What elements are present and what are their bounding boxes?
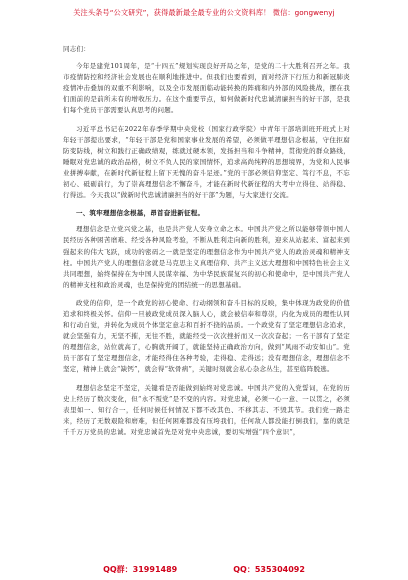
section-paragraph-1: 理想信念是立党兴党之基，也是共产党人安身立命之本。中国共产党之所以能够带领中国人民经历各种困苦磨难、经受各种风险考验，不断从胜利走向新的胜利，迎来从站起来、富起来到强起来的伟大飞跃，成功的密码之一就是坚定的理想信念作为中国共产党人的政治灵魂和精神支柱。中国共产党人的理想信念就是马克思主义真理信仰、共产主义远大理想和中国特色社会主义共同理想，始终保持在为中国人民谋幸福、为中华民族谋复兴的初心和使命中，是中国共产党人的精神支柱和政治灵魂，也是保持党的团结统一的思想基础。 <box>63 225 350 289</box>
section-paragraph-3: 理想信念坚定不坚定，关键看是否能做到始终对党忠诚。中国共产党的入党誓词，在党的历史上经历了数次变化，但“永不叛党”是不变的内容。对党忠诚，必须一心一意、一以贯之，必须表里如一、知行合一，任何时候任何情况下都不改其色、不移其志、不毁其节。我们党一路走来，经历了无数艰险和磨难，但任何困难都没有压垮我们，任何敌人都没能打倒我们，靠的就是千千万万党员的忠诚。对党忠诚首先是对党中央忠诚，要切实增强“四个意识”， <box>63 383 350 436</box>
header-banner: 关注头条号“公文研究”，获得最新最全最专业的公文资料库！ 微信：gongwenyj <box>73 8 335 17</box>
section-heading: 一、筑牢理想信念根基，昂首奋进新征程。 <box>76 209 205 218</box>
qq-number: QQ：535304092 <box>233 565 305 574</box>
document-body <box>63 44 350 445</box>
salutation: 同志们： <box>63 45 90 53</box>
footer-contacts <box>0 564 408 575</box>
section-paragraph-2: 政党的信仰，是一个政党的初心使命、行动纲领和奋斗目标的反映，集中体现为政党的价值追求和终极关怀。信仰一旦被政党成员深入脑人心，就会被信奉和尊崇，内化为成员的理性认同和行动自觉，并转化为成员个体坚定意志和百折不挠的品质。一个政党有了坚定理想信念追求，就会坚强有力，无坚不摧，无往不胜，就能经受一次次挫折而又一次次奋起；一名干部有了坚定的理想信念，站位就高了，心胸就开阔了，就能坚持正确政治方向，做到“风雨不动安如山”。党员干部有了坚定理想信念，才能经得住各种考验，走得稳、走得远；没有理想信念，理想信念不坚定，精神上就会“缺钙”，就会得“软骨病”，关键时刻就会私心杂念丛生，甚至临阵脱逃。 <box>63 298 350 374</box>
intro-paragraph-2: 习近平总书记在2022年春季学期中央党校（国家行政学院）中青年干部培训班开班式上对年轻干部提出要求，“年轻干部是党和国家事业发展的希望，必须做平理想信念根基，守住拒腐防变防线，树立和践行正确政绩观，练就过硬本领，发扬担当和斗争精神，贯彻党的群众路线，睡眠对党忠诚的政治品格，树立不负人民的家国情怀，追求高尚纯粹的思想境界，为党和人民事业拼搏奉献，在新时代新征程上留下无愧的奋斗足迹。”党的干部必须信仰坚定、笃行不息，不忘初心、砥砺前行，为了崇高理想信念不懈奋斗，才能在新时代新征程的大考中立得住、站得稳、行得远。今天我以“做新时代忠诚清廉担当的好干部”为题，与大家进行交流。 <box>63 124 350 200</box>
intro-paragraph-1: 今年是建党101周年，是“十四五”规划实现良好开局之年，是党的二十大胜利召开之年。我市疫情防控和经济社会发展也在顺利地推进中。但我们也要看到，面对经济下行压力和新冠肺炎疫情冲击叠加的双重不利影响，以及全市发展面临动能转换的阵痛和内外部的风险挑战，摆在我们面前的是前所未有的增收压力。在这个重要节点，如何做新时代忠诚清廉担当的好干部，是我们每个党员干部需要认真思考的问题。 <box>63 62 350 115</box>
qq-group-number: QQ群：31991489 <box>103 565 178 574</box>
